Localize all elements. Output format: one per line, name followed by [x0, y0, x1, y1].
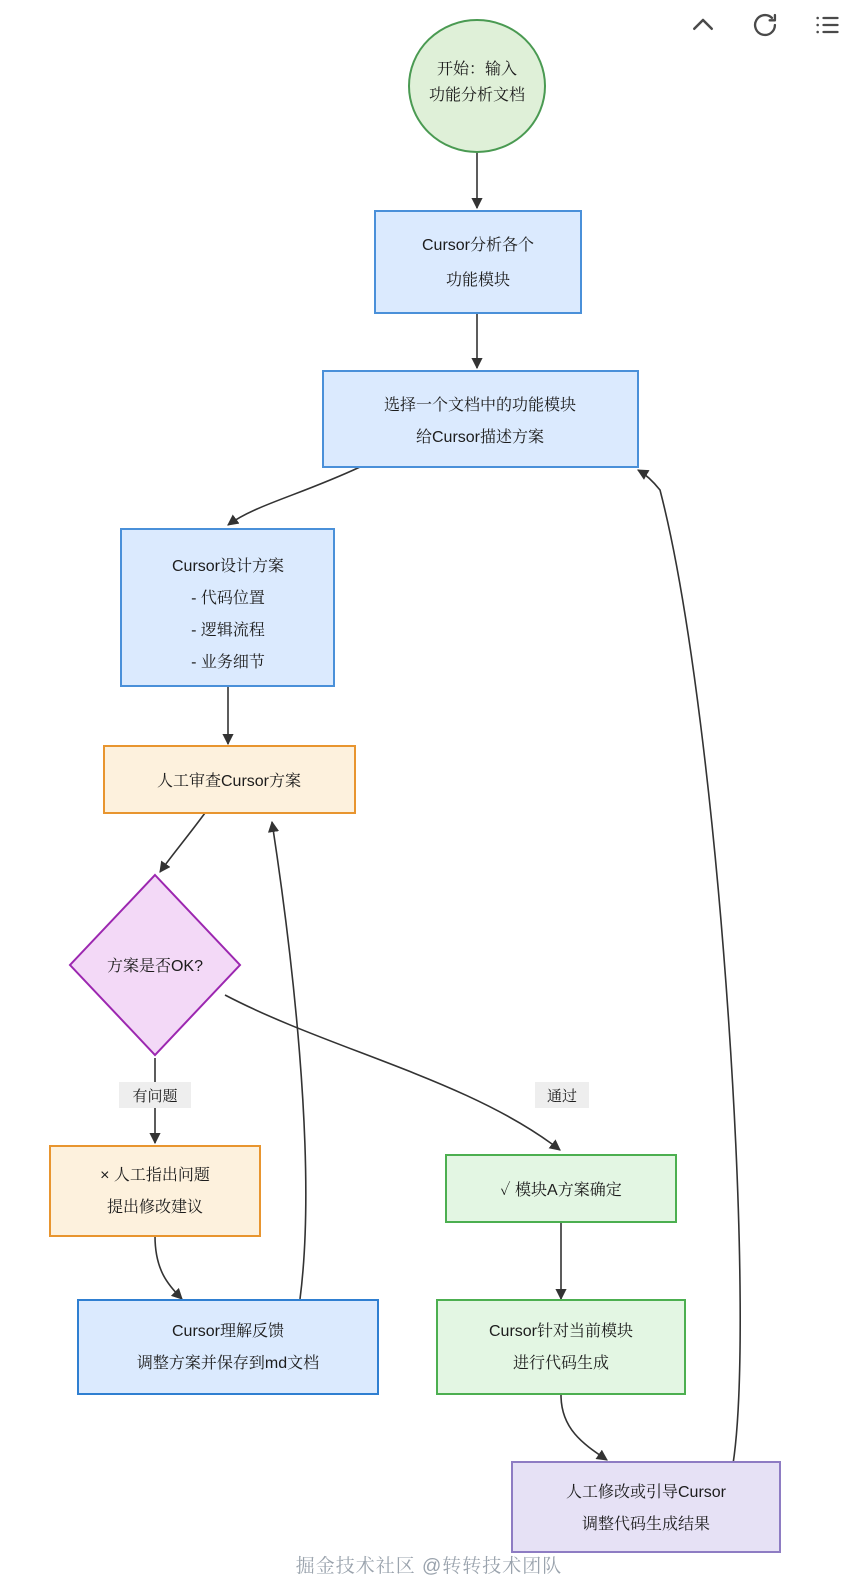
edge-feedback-to-review — [272, 822, 306, 1299]
node-decision-label: 方案是否OK? — [106, 958, 204, 975]
node-design-line-1: - 代码位置 — [191, 590, 265, 607]
edge-review-to-decision — [160, 813, 205, 872]
node-manual[interactable] — [512, 1462, 780, 1552]
node-manual-line-0: 人工修改或引导Cursor — [565, 1484, 727, 1501]
node-issue[interactable] — [50, 1146, 260, 1236]
node-issue-line-1: 提出修改建议 — [106, 1199, 204, 1216]
toolbar — [686, 8, 844, 42]
edges — [155, 152, 740, 1480]
node-feedback-line-0: Cursor理解反馈 — [171, 1323, 285, 1340]
node-decision[interactable] — [70, 875, 240, 1055]
node-manual-line-1: 调整代码生成结果 — [581, 1516, 711, 1533]
node-issue-line-0: × 人工指出问题 — [100, 1167, 210, 1184]
node-analyze-line-1: 功能模块 — [445, 272, 511, 289]
node-design-line-3: - 业务细节 — [191, 654, 265, 671]
edge-select-to-design — [228, 467, 360, 525]
node-select-line-1: 给Cursor描述方案 — [415, 429, 545, 446]
watermark: 掘金技术社区 @转转技术团队 — [295, 1556, 563, 1577]
edge-label-no-text: 有问题 — [132, 1088, 178, 1105]
node-select-line-0: 选择一个文档中的功能模块 — [383, 397, 577, 414]
node-start-line-1: 功能分析文档 — [428, 87, 526, 104]
edge-label-yes-text: 通过 — [546, 1088, 578, 1105]
node-design-line-0: Cursor设计方案 — [171, 558, 285, 575]
node-review-label: 人工审查Cursor方案 — [156, 773, 302, 790]
node-analyze[interactable] — [375, 211, 581, 313]
node-feedback-line-1: 调整方案并保存到md文档 — [136, 1355, 320, 1372]
node-start-line-0: 开始：输入 — [436, 61, 518, 78]
refresh-icon[interactable] — [748, 8, 782, 42]
menu-list-icon[interactable] — [810, 8, 844, 42]
edge-issue-to-feedback — [155, 1236, 182, 1299]
edge-codegen-to-manual — [561, 1395, 607, 1460]
node-select[interactable] — [323, 371, 638, 467]
node-codegen-line-1: 进行代码生成 — [512, 1355, 610, 1372]
node-feedback[interactable] — [78, 1300, 378, 1394]
node-codegen-line-0: Cursor针对当前模块 — [488, 1323, 634, 1340]
node-confirm[interactable] — [446, 1155, 676, 1222]
edge-label-no — [119, 1082, 191, 1108]
edge-label-yes — [535, 1082, 589, 1108]
node-start[interactable] — [409, 20, 545, 152]
node-design-line-2: - 逻辑流程 — [191, 622, 265, 639]
node-review[interactable] — [104, 746, 355, 813]
node-confirm-label: ✓ 模块A方案确定 — [500, 1182, 622, 1199]
chevron-up-icon[interactable] — [686, 8, 720, 42]
node-codegen[interactable] — [437, 1300, 685, 1394]
node-analyze-line-0: Cursor分析各个 — [421, 237, 535, 254]
edge-decision-to-confirm — [225, 995, 560, 1150]
node-design[interactable] — [121, 529, 334, 686]
